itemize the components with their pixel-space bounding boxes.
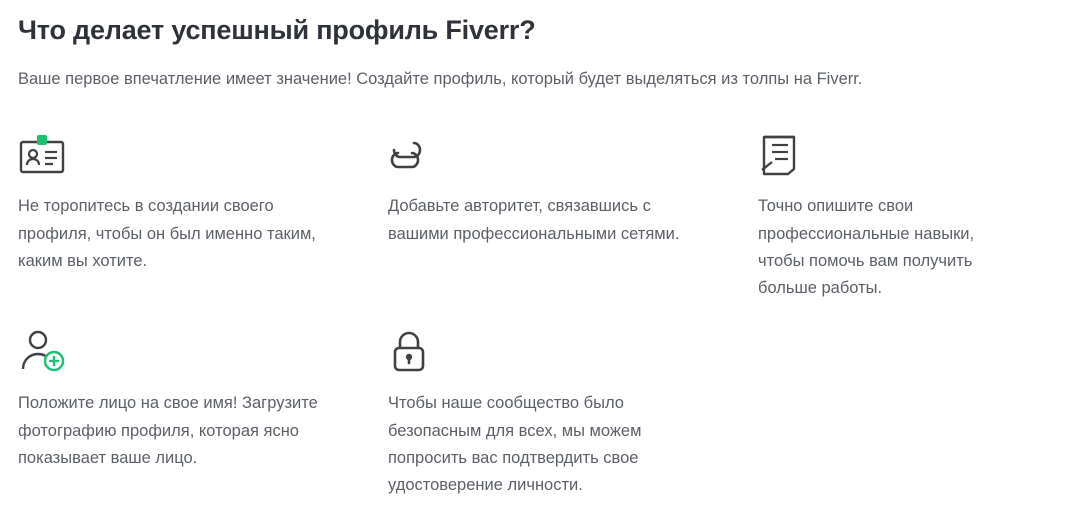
tips-grid — [18, 125, 1054, 499]
page-title: Что делает успешный профиль Fiverr? — [18, 15, 536, 45]
tip-item — [18, 125, 388, 302]
link-chain-icon — [388, 125, 703, 177]
document-list-icon — [758, 125, 1015, 177]
tip-item — [18, 322, 388, 499]
tip-text: Чтобы наше сообщество было безопасным для всех, мы можем попросить вас подтвердить свое удостоверение личности. — [388, 394, 642, 495]
tip-text: Добавьте авторитет, связавшись с вашими профессиональными сетями. — [388, 197, 680, 243]
page-subtitle: Ваше первое впечатление имеет значение! Создайте профиль, который будет выделяться из толпы на Fiverr. — [18, 70, 863, 89]
tip-item — [388, 125, 758, 302]
tip-text: Точно опишите свои профессиональные навыки, чтобы помочь вам получить больше работы. — [758, 197, 975, 298]
tip-text: Положите лицо на свое имя! Загрузите фотографию профиля, которая ясно показывает ваше лицо. — [18, 394, 318, 467]
tip-text: Не торопитесь в создании своего профиля, чтобы он был именно таким, каким вы хотите. — [18, 197, 316, 270]
add-user-icon — [18, 322, 333, 374]
id-card-icon — [18, 125, 333, 177]
tip-item — [388, 322, 758, 499]
tip-item — [758, 125, 1070, 302]
lock-icon — [388, 322, 703, 374]
